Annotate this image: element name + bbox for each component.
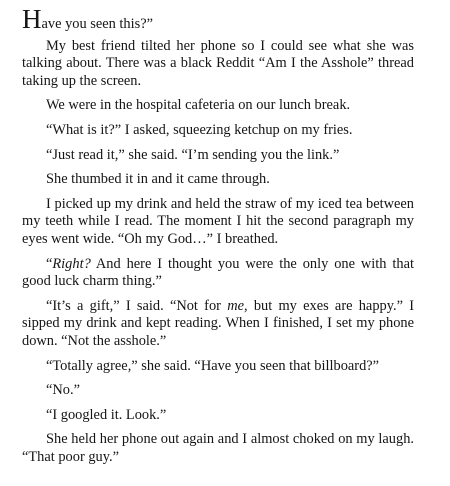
drop-cap: H — [22, 4, 42, 34]
paragraph — [22, 256, 414, 291]
paragraph: My best friend tilted her phone so I could see what she was talking about. There was a black Reddit “Am I the Asshole” thread taking up the screen. — [22, 37, 414, 89]
paragraph: She held her phone out again and I almost choked on my laugh. “That poor guy.” — [22, 431, 414, 465]
emphasis: Right? — [52, 255, 91, 272]
paragraph — [22, 298, 414, 351]
emphasis: me — [227, 297, 244, 314]
quote-open: “ — [46, 255, 53, 272]
paragraph: “I googled it. Look.” — [46, 406, 167, 423]
book-page — [22, 6, 414, 473]
paragraph: I picked up my drink and held the straw of my iced tea between my teeth while I read. The moment I hit the second paragraph my eyes went wide. “Oh my God…” I breathed. — [22, 195, 414, 247]
paragraph-text: And here I thought you were the only one with that good luck charm thing.” — [22, 255, 414, 290]
paragraph: “No.” — [46, 382, 80, 399]
paragraph-text: “It’s a gift,” I said. “Not for — [46, 297, 228, 314]
paragraph: “Totally agree,” she said. “Have you seen that billboard?” — [46, 357, 380, 374]
opening-line: ave you seen this?” — [41, 16, 153, 32]
paragraph: “What is it?” I asked, squeezing ketchup on my fries. — [46, 121, 353, 138]
paragraph-text: , but my exes are happy.” I sipped my drink and kept reading. When I finished, I set my phone down. “Not the asshole.” — [22, 297, 415, 349]
paragraph: “Just read it,” she said. “I’m sending you the link.” — [46, 146, 340, 163]
paragraph-opening — [22, 6, 414, 34]
paragraph: We were in the hospital cafeteria on our lunch break. — [46, 97, 351, 114]
paragraph: She thumbed it in and it came through. — [46, 171, 270, 188]
